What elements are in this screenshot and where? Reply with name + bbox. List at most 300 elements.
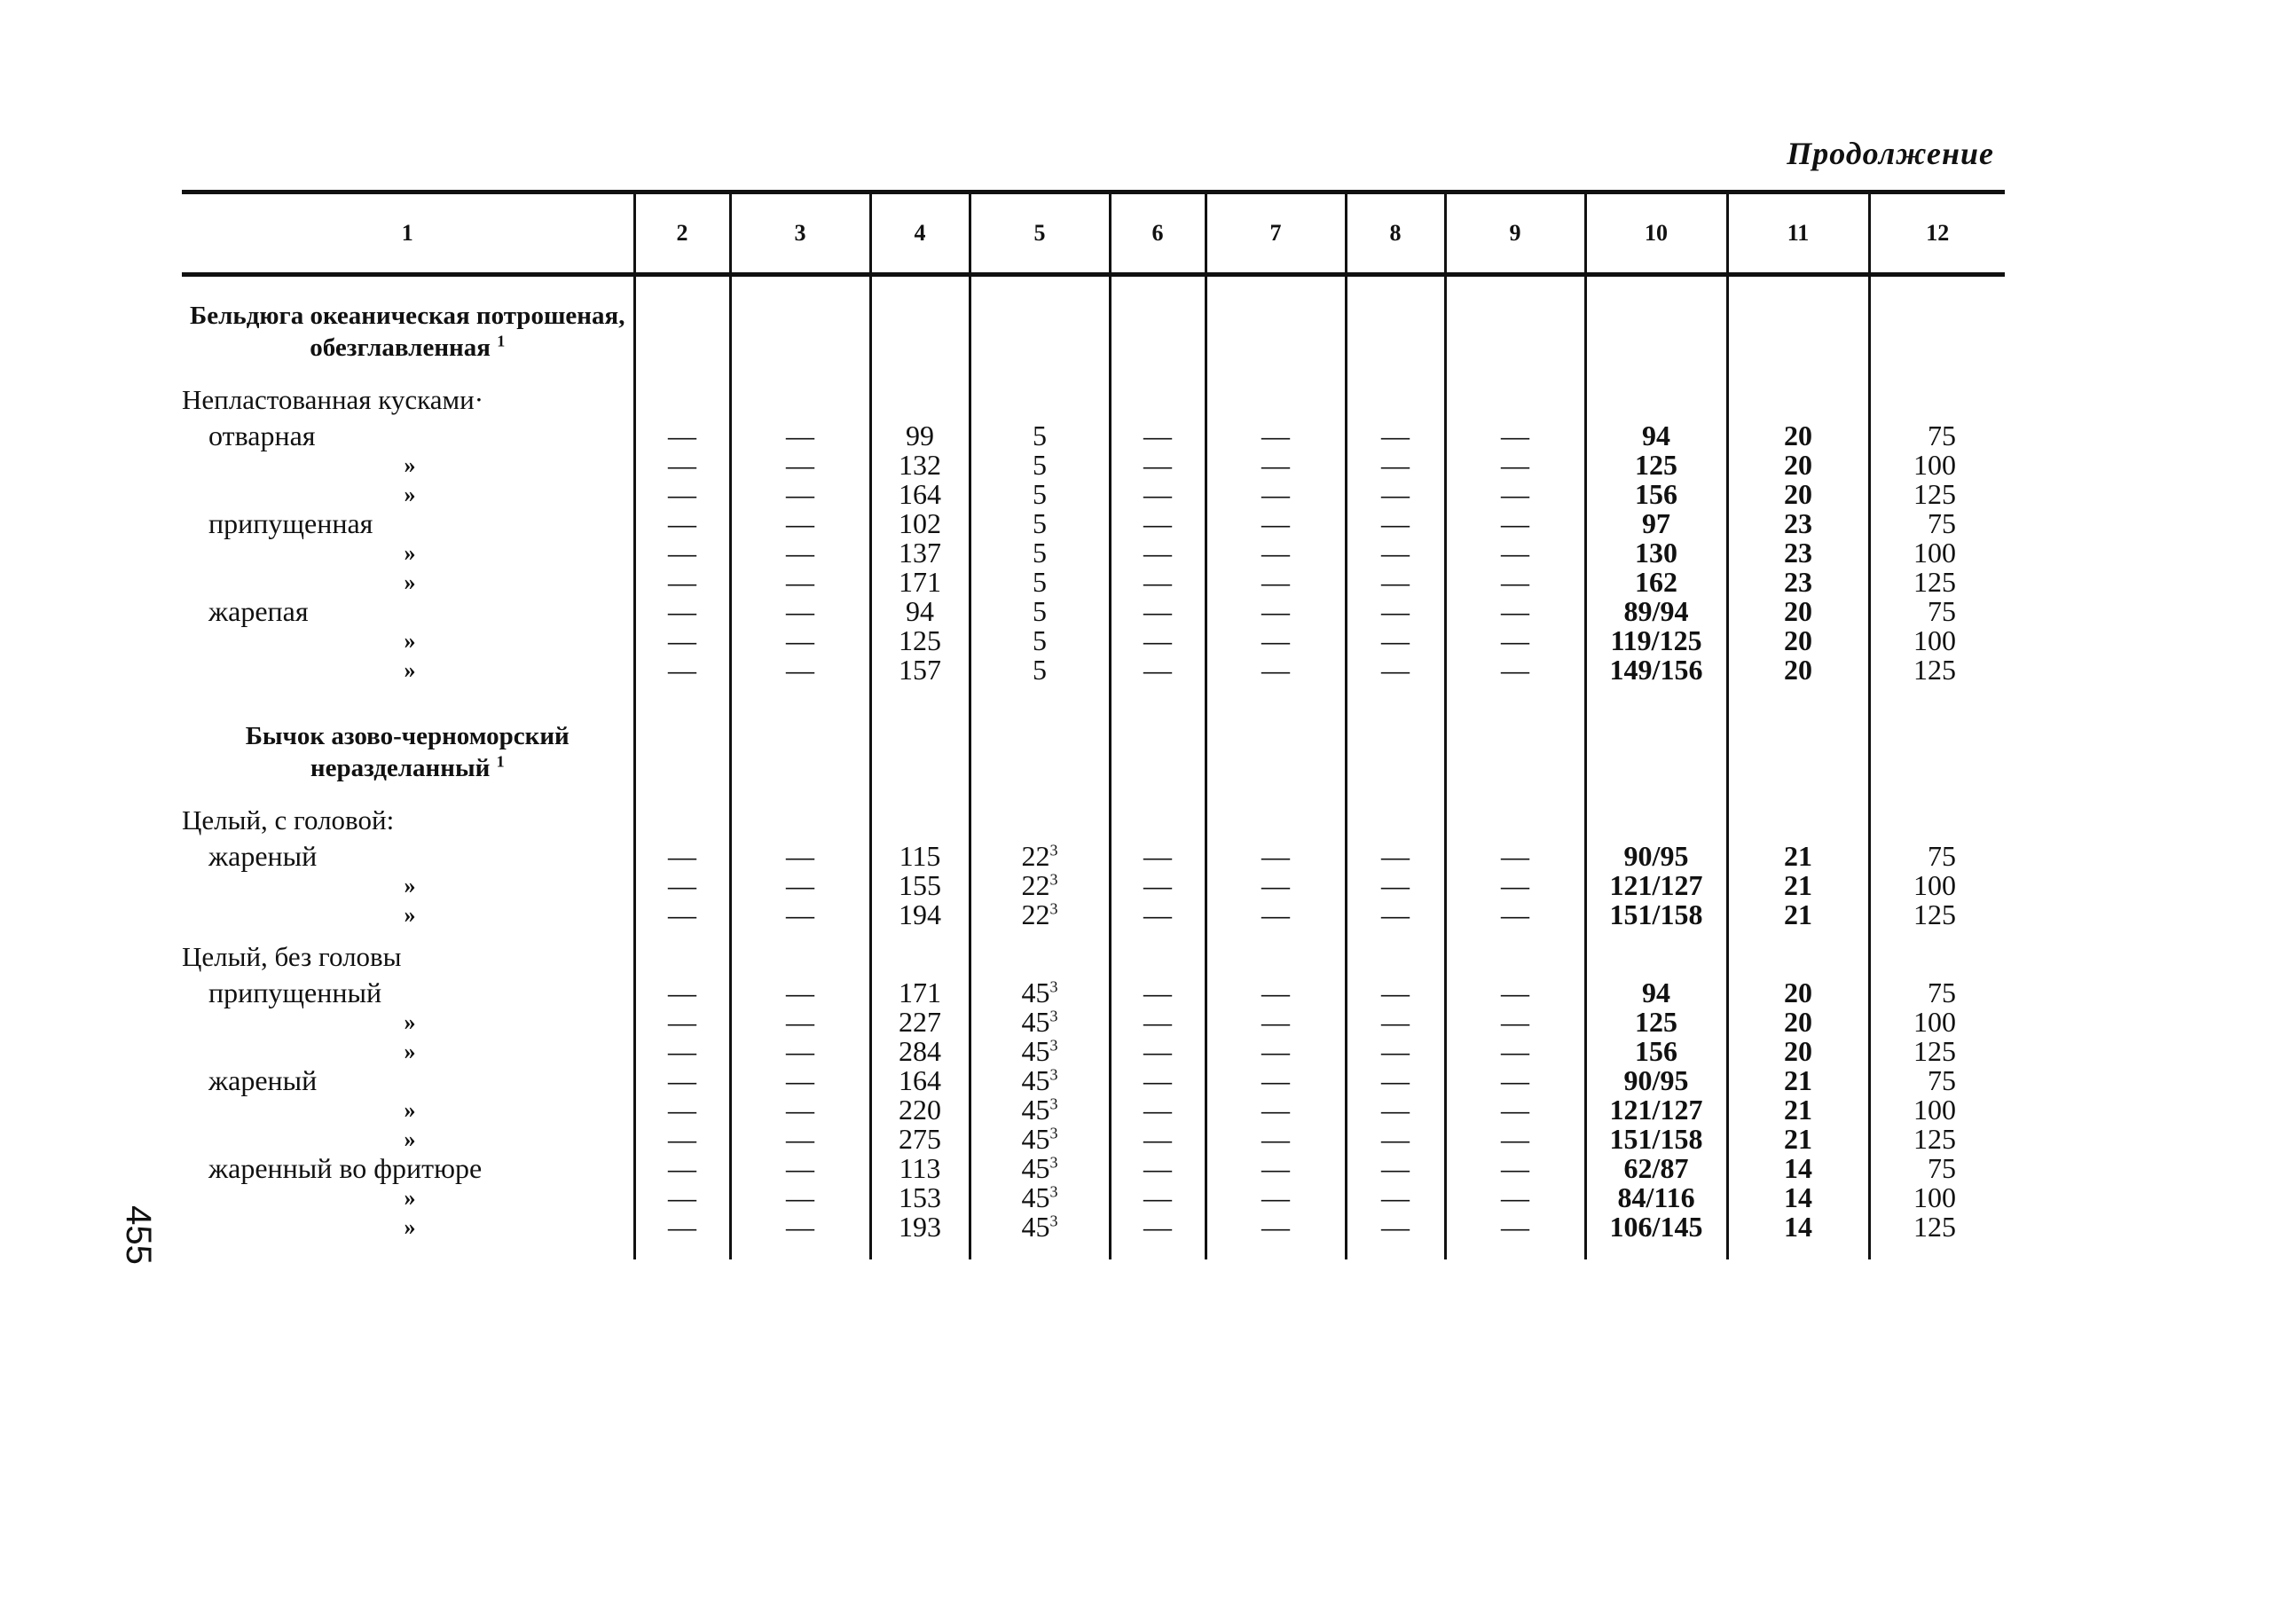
column-header-11: 11 <box>1727 192 1869 275</box>
col4-value: 194 <box>870 900 970 930</box>
empty-cell <box>1585 942 1727 971</box>
empty-cell <box>730 385 870 414</box>
empty-cell <box>970 293 1110 364</box>
col2-dash: — <box>634 1183 730 1212</box>
col5-value: $22^3$ <box>970 900 1110 930</box>
nutrition-table <box>182 190 2005 1259</box>
page-number: 455 <box>118 1205 158 1265</box>
col5-value: $22^3$ <box>970 842 1110 871</box>
spacer-cell <box>182 930 634 942</box>
col9-dash: — <box>1445 1037 1585 1066</box>
col7-dash: — <box>1206 655 1346 685</box>
col12-value: 100 <box>1869 451 2005 480</box>
col8-dash: — <box>1346 655 1445 685</box>
col6-dash: — <box>1110 568 1206 597</box>
col9-dash: — <box>1445 900 1585 930</box>
table-row <box>182 1037 2005 1066</box>
col2-dash: — <box>634 421 730 451</box>
spacer-cell <box>634 784 730 805</box>
ditto-mark: » <box>404 902 416 928</box>
col8-dash: — <box>1346 568 1445 597</box>
empty-cell <box>1445 293 1585 364</box>
col3-dash: — <box>730 480 870 509</box>
spacer-cell <box>1869 930 2005 942</box>
col3-dash: — <box>730 451 870 480</box>
table-row <box>182 1125 2005 1154</box>
col12-value: 125 <box>1869 900 2005 930</box>
col8-dash: — <box>1346 1183 1445 1212</box>
dish-name: жарепая <box>208 595 309 627</box>
col10-value: 90/95 <box>1585 842 1727 871</box>
empty-cell <box>1346 942 1445 971</box>
col3-dash: — <box>730 1212 870 1242</box>
col4-value: 275 <box>870 1125 970 1154</box>
spacer-cell <box>1346 1242 1445 1259</box>
empty-cell <box>1869 942 2005 971</box>
spacer-cell <box>970 784 1110 805</box>
dish-name: припущенный <box>208 977 382 1008</box>
empty-cell <box>730 713 870 784</box>
col12-value: 100 <box>1869 1095 2005 1125</box>
col3-dash: — <box>730 1066 870 1095</box>
spacer-cell <box>730 364 870 385</box>
section-title: Бычок азово-черноморский неразделанный $^1$ <box>245 722 570 782</box>
col7-dash: — <box>1206 1183 1346 1212</box>
col8-dash: — <box>1346 842 1445 871</box>
col8-dash: — <box>1346 626 1445 655</box>
table-row <box>182 568 2005 597</box>
col4-value: 164 <box>870 1066 970 1095</box>
spacer-cell <box>1727 784 1869 805</box>
col7-dash: — <box>1206 597 1346 626</box>
col3-dash: — <box>730 597 870 626</box>
section-title: Бельдюга океаническая потрошеная, обезглавленная $^1$ <box>190 302 625 362</box>
empty-cell <box>870 385 970 414</box>
spacer-cell <box>1346 685 1445 713</box>
spacer-cell <box>1445 275 1585 294</box>
empty-cell <box>1727 385 1869 414</box>
footnote-marker: 3 <box>1049 870 1058 889</box>
col7-dash: — <box>1206 1212 1346 1242</box>
col3-dash: — <box>730 421 870 451</box>
empty-cell <box>1727 942 1869 971</box>
col4-value: 113 <box>870 1154 970 1183</box>
spacer-cell <box>870 784 970 805</box>
col3-dash: — <box>730 900 870 930</box>
col4-value: 164 <box>870 480 970 509</box>
spacer-cell <box>1445 930 1585 942</box>
col6-dash: — <box>1110 871 1206 900</box>
col12-value: 125 <box>1869 1212 2005 1242</box>
spacer-cell <box>182 784 634 805</box>
col5-value: 5 <box>970 509 1110 538</box>
col12-value: 75 <box>1869 978 2005 1008</box>
table-body <box>182 275 2005 1260</box>
col4-value: 220 <box>870 1095 970 1125</box>
col10-value: 89/94 <box>1585 597 1727 626</box>
col10-value: 125 <box>1585 1008 1727 1037</box>
footnote-marker: 3 <box>1049 1094 1058 1113</box>
col11-value: 20 <box>1727 1008 1869 1037</box>
empty-cell <box>1445 805 1585 835</box>
table-row <box>182 871 2005 900</box>
empty-cell <box>1206 293 1346 364</box>
col11-value: 14 <box>1727 1154 1869 1183</box>
empty-cell <box>1206 385 1346 414</box>
table-row <box>182 626 2005 655</box>
footnote-marker: 3 <box>1049 1153 1058 1172</box>
spacer-cell <box>182 685 634 713</box>
col8-dash: — <box>1346 1066 1445 1095</box>
col3-dash: — <box>730 1125 870 1154</box>
col6-dash: — <box>1110 1183 1206 1212</box>
col10-value: 106/145 <box>1585 1212 1727 1242</box>
col4-value: 132 <box>870 451 970 480</box>
ditto-mark: » <box>404 657 416 683</box>
spacer-cell <box>970 275 1110 294</box>
col9-dash: — <box>1445 978 1585 1008</box>
col7-dash: — <box>1206 842 1346 871</box>
col10-value: 119/125 <box>1585 626 1727 655</box>
spacer-row <box>182 685 2005 713</box>
col7-dash: — <box>1206 480 1346 509</box>
col11-value: 20 <box>1727 1037 1869 1066</box>
footnote-marker: 3 <box>1049 1065 1058 1084</box>
footnote-marker: 3 <box>1049 841 1058 859</box>
col7-dash: — <box>1206 1095 1346 1125</box>
spacer-cell <box>1869 784 2005 805</box>
col11-value: 20 <box>1727 480 1869 509</box>
spacer-row <box>182 930 2005 942</box>
spacer-cell <box>870 275 970 294</box>
spacer-cell <box>1206 930 1346 942</box>
column-header-9: 9 <box>1445 192 1585 275</box>
spacer-cell <box>970 930 1110 942</box>
ditto-mark: » <box>404 1039 416 1064</box>
empty-cell <box>1206 713 1346 784</box>
col2-dash: — <box>634 451 730 480</box>
empty-cell <box>1445 385 1585 414</box>
table-row <box>182 421 2005 451</box>
column-header-1: 1 <box>182 192 634 275</box>
spacer-cell <box>182 364 634 385</box>
col10-value: 94 <box>1585 978 1727 1008</box>
spacer-cell <box>970 685 1110 713</box>
col6-dash: — <box>1110 509 1206 538</box>
col12-value: 100 <box>1869 626 2005 655</box>
col2-dash: — <box>634 1154 730 1183</box>
empty-cell <box>1585 805 1727 835</box>
table-row <box>182 1183 2005 1212</box>
col7-dash: — <box>1206 568 1346 597</box>
dish-name: жареный <box>208 840 318 872</box>
col5-value: $45^3$ <box>970 1183 1110 1212</box>
table-row <box>182 480 2005 509</box>
col5-value: 5 <box>970 451 1110 480</box>
col4-value: 284 <box>870 1037 970 1066</box>
col11-value: 14 <box>1727 1183 1869 1212</box>
col11-value: 21 <box>1727 1095 1869 1125</box>
spacer-cell <box>730 275 870 294</box>
col9-dash: — <box>1445 421 1585 451</box>
col2-dash: — <box>634 871 730 900</box>
col8-dash: — <box>1346 538 1445 568</box>
ditto-mark: » <box>404 569 416 595</box>
col9-dash: — <box>1445 655 1585 685</box>
col6-dash: — <box>1110 655 1206 685</box>
col10-value: 156 <box>1585 1037 1727 1066</box>
footnote-marker: 3 <box>1049 1036 1058 1055</box>
spacer-cell <box>1727 1242 1869 1259</box>
col3-dash: — <box>730 626 870 655</box>
col7-dash: — <box>1206 1125 1346 1154</box>
table-row <box>182 655 2005 685</box>
ditto-mark: » <box>404 1214 416 1240</box>
col4-value: 94 <box>870 597 970 626</box>
spacer-row <box>182 414 2005 421</box>
col2-dash: — <box>634 509 730 538</box>
col3-dash: — <box>730 1008 870 1037</box>
col2-dash: — <box>634 1212 730 1242</box>
col7-dash: — <box>1206 451 1346 480</box>
col3-dash: — <box>730 509 870 538</box>
ditto-mark: » <box>404 628 416 654</box>
col8-dash: — <box>1346 421 1445 451</box>
col6-dash: — <box>1110 538 1206 568</box>
table-row <box>182 1008 2005 1037</box>
col3-dash: — <box>730 568 870 597</box>
col9-dash: — <box>1445 1066 1585 1095</box>
empty-cell <box>1727 293 1869 364</box>
spacer-cell <box>1585 275 1727 294</box>
col10-value: 94 <box>1585 421 1727 451</box>
col9-dash: — <box>1445 1212 1585 1242</box>
spacer-cell <box>1346 930 1445 942</box>
spacer-cell <box>1727 275 1869 294</box>
col8-dash: — <box>1346 597 1445 626</box>
col9-dash: — <box>1445 1183 1585 1212</box>
col7-dash: — <box>1206 538 1346 568</box>
table-row <box>182 842 2005 871</box>
spacer-cell <box>1110 364 1206 385</box>
spacer-cell <box>634 364 730 385</box>
table-row <box>182 1066 2005 1095</box>
empty-cell <box>1110 805 1206 835</box>
col9-dash: — <box>1445 597 1585 626</box>
col9-dash: — <box>1445 480 1585 509</box>
empty-cell <box>1869 805 2005 835</box>
col5-value: 5 <box>970 626 1110 655</box>
col12-value: 125 <box>1869 655 2005 685</box>
col12-value: 75 <box>1869 421 2005 451</box>
spacer-cell <box>1585 364 1727 385</box>
col6-dash: — <box>1110 1095 1206 1125</box>
col10-value: 97 <box>1585 509 1727 538</box>
spacer-cell <box>870 930 970 942</box>
col9-dash: — <box>1445 451 1585 480</box>
table-row <box>182 597 2005 626</box>
spacer-cell <box>730 930 870 942</box>
empty-cell <box>1110 942 1206 971</box>
empty-cell <box>1727 713 1869 784</box>
col5-value: 5 <box>970 597 1110 626</box>
col5-value: 5 <box>970 655 1110 685</box>
empty-cell <box>1110 293 1206 364</box>
spacer-cell <box>1346 364 1445 385</box>
col12-value: 75 <box>1869 509 2005 538</box>
col10-value: 121/127 <box>1585 871 1727 900</box>
col6-dash: — <box>1110 1037 1206 1066</box>
col11-value: 20 <box>1727 626 1869 655</box>
col4-value: 171 <box>870 568 970 597</box>
footnote-marker: 3 <box>1049 1124 1058 1142</box>
dish-name: отварная <box>208 420 316 451</box>
spacer-cell <box>1346 275 1445 294</box>
spacer-row <box>182 1242 2005 1259</box>
spacer-cell <box>634 685 730 713</box>
col10-value: 149/156 <box>1585 655 1727 685</box>
col3-dash: — <box>730 655 870 685</box>
col5-value: $22^3$ <box>970 871 1110 900</box>
empty-cell <box>1346 805 1445 835</box>
empty-cell <box>870 942 970 971</box>
column-header-7: 7 <box>1206 192 1346 275</box>
spacer-cell <box>870 364 970 385</box>
empty-cell <box>1346 293 1445 364</box>
footnote-marker: 3 <box>1049 1182 1058 1201</box>
col11-value: 23 <box>1727 568 1869 597</box>
col10-value: 62/87 <box>1585 1154 1727 1183</box>
col3-dash: — <box>730 538 870 568</box>
col5-value: $45^3$ <box>970 978 1110 1008</box>
spacer-cell <box>1110 685 1206 713</box>
col9-dash: — <box>1445 509 1585 538</box>
col6-dash: — <box>1110 597 1206 626</box>
empty-cell <box>1869 713 2005 784</box>
col6-dash: — <box>1110 626 1206 655</box>
col8-dash: — <box>1346 509 1445 538</box>
col11-value: 23 <box>1727 509 1869 538</box>
col10-value: 130 <box>1585 538 1727 568</box>
empty-cell <box>1727 805 1869 835</box>
empty-cell <box>970 385 1110 414</box>
spacer-cell <box>1346 784 1445 805</box>
empty-cell <box>634 293 730 364</box>
ditto-mark: » <box>404 1097 416 1123</box>
col8-dash: — <box>1346 900 1445 930</box>
empty-cell <box>870 805 970 835</box>
empty-cell <box>870 293 970 364</box>
column-header-6: 6 <box>1110 192 1206 275</box>
col6-dash: — <box>1110 1154 1206 1183</box>
col10-value: 162 <box>1585 568 1727 597</box>
table-row <box>182 538 2005 568</box>
spacer-cell <box>1869 364 2005 385</box>
empty-cell <box>730 942 870 971</box>
col12-value: 125 <box>1869 568 2005 597</box>
col6-dash: — <box>1110 1125 1206 1154</box>
col9-dash: — <box>1445 1125 1585 1154</box>
spacer-cell <box>870 1242 970 1259</box>
spacer-cell <box>1206 364 1346 385</box>
spacer-cell <box>1206 1242 1346 1259</box>
empty-cell <box>634 385 730 414</box>
spacer-cell <box>1869 685 2005 713</box>
continuation-label: Продолжение <box>1787 136 1994 171</box>
spacer-row <box>182 275 2005 294</box>
dish-name: жаренный во фритюре <box>208 1152 483 1184</box>
col12-value: 75 <box>1869 842 2005 871</box>
ditto-mark: » <box>404 1009 416 1035</box>
spacer-row <box>182 971 2005 978</box>
section-title-row <box>182 713 2005 784</box>
section-title-row <box>182 293 2005 364</box>
col5-value: $45^3$ <box>970 1125 1110 1154</box>
col2-dash: — <box>634 480 730 509</box>
col12-value: 100 <box>1869 1183 2005 1212</box>
col9-dash: — <box>1445 626 1585 655</box>
col8-dash: — <box>1346 1125 1445 1154</box>
spacer-cell <box>1110 930 1206 942</box>
spacer-cell <box>1869 1242 2005 1259</box>
subgroup-label-row <box>182 385 2005 414</box>
empty-cell <box>1445 942 1585 971</box>
subgroup-label: Непластованная кусками· <box>182 384 484 415</box>
ditto-mark: » <box>404 873 416 898</box>
col4-value: 115 <box>870 842 970 871</box>
footnote-marker: 3 <box>1049 899 1058 918</box>
col4-value: 137 <box>870 538 970 568</box>
col12-value: 125 <box>1869 480 2005 509</box>
spacer-cell <box>1110 1242 1206 1259</box>
empty-cell <box>1585 713 1727 784</box>
ditto-mark: » <box>404 1185 416 1211</box>
subgroup-label: Целый, с головой: <box>182 804 395 836</box>
col2-dash: — <box>634 1095 730 1125</box>
col3-dash: — <box>730 1095 870 1125</box>
col6-dash: — <box>1110 1212 1206 1242</box>
empty-cell <box>1585 293 1727 364</box>
col5-value: $45^3$ <box>970 1037 1110 1066</box>
col12-value: 125 <box>1869 1125 2005 1154</box>
col11-value: 21 <box>1727 1066 1869 1095</box>
column-header-3: 3 <box>730 192 870 275</box>
col7-dash: — <box>1206 871 1346 900</box>
col4-value: 171 <box>870 978 970 1008</box>
col8-dash: — <box>1346 451 1445 480</box>
col7-dash: — <box>1206 626 1346 655</box>
col8-dash: — <box>1346 978 1445 1008</box>
col10-value: 84/116 <box>1585 1183 1727 1212</box>
col10-value: 156 <box>1585 480 1727 509</box>
empty-cell <box>1110 385 1206 414</box>
col5-value: $45^3$ <box>970 1066 1110 1095</box>
ditto-mark: » <box>404 1126 416 1152</box>
col8-dash: — <box>1346 1154 1445 1183</box>
col11-value: 21 <box>1727 900 1869 930</box>
spacer-cell <box>1585 685 1727 713</box>
spacer-row <box>182 784 2005 805</box>
ditto-mark: » <box>404 540 416 566</box>
col8-dash: — <box>1346 871 1445 900</box>
col12-value: 100 <box>1869 871 2005 900</box>
spacer-cell <box>634 930 730 942</box>
spacer-cell <box>1869 275 2005 294</box>
col11-value: 20 <box>1727 655 1869 685</box>
col4-value: 157 <box>870 655 970 685</box>
col12-value: 75 <box>1869 597 2005 626</box>
col5-value: 5 <box>970 421 1110 451</box>
